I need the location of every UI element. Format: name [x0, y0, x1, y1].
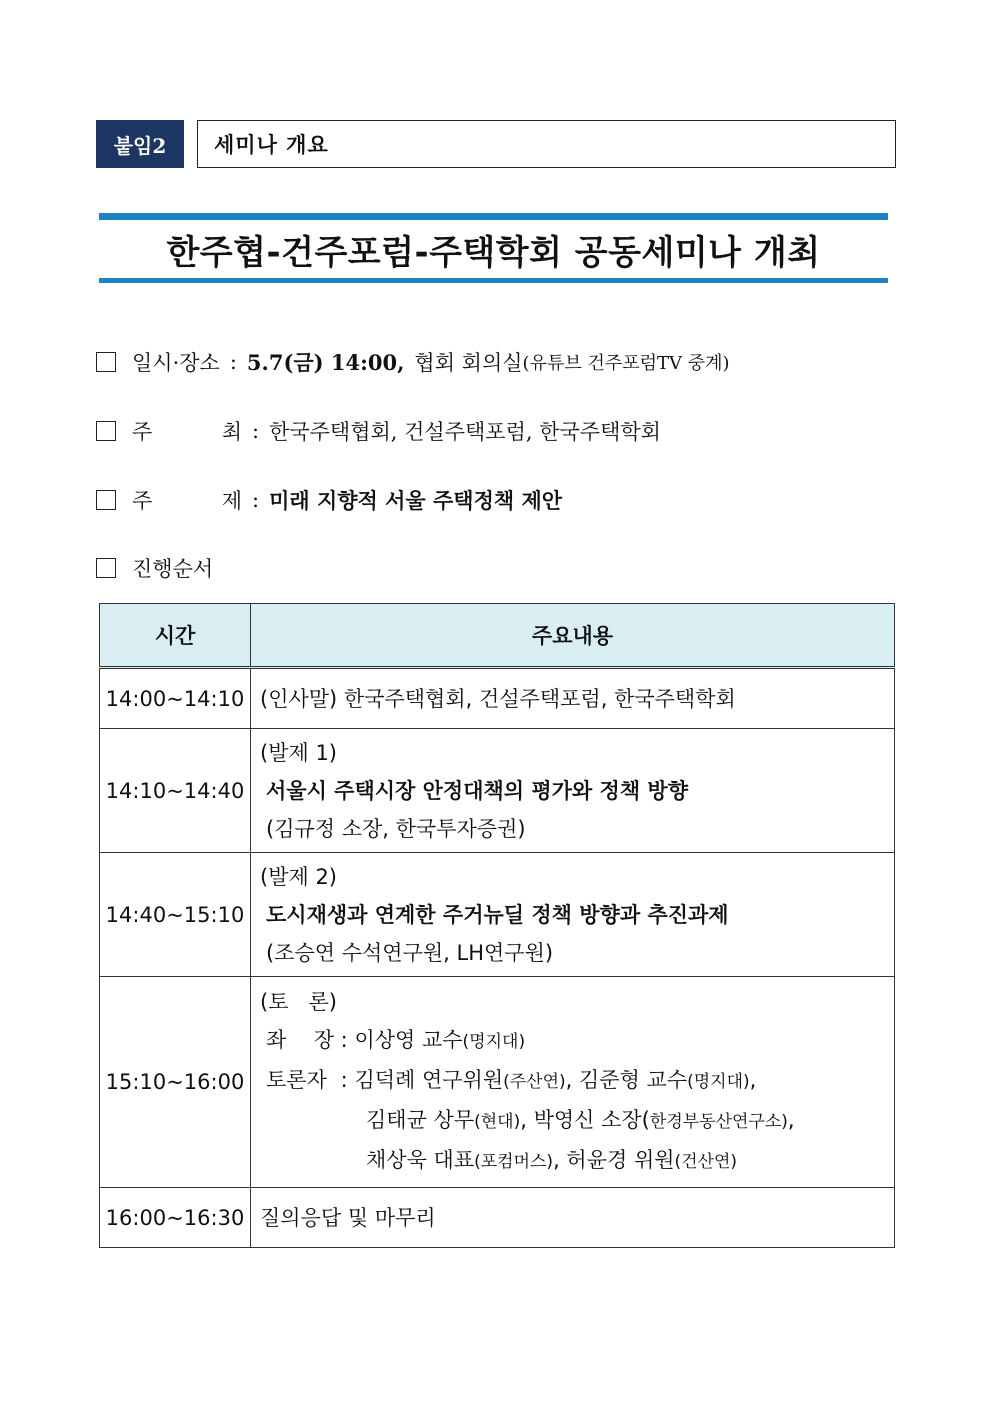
table-row [100, 729, 895, 853]
colon: : [229, 350, 237, 374]
title-rule-top [99, 213, 888, 220]
presentation-tag: (발제 1) [260, 740, 337, 765]
row-content: (인사말) 한국주택협회, 건설주택포럼, 한국주택학회 [251, 668, 895, 729]
discussion-tag: (토 론) [260, 990, 337, 1014]
colon: : [252, 488, 260, 512]
presenter: (김규정 소장, 한국투자증권) [266, 816, 526, 841]
agenda-label: 진행순서 [132, 557, 214, 581]
checkbox-icon [96, 558, 116, 578]
table-row [100, 1188, 895, 1248]
colon: : [252, 419, 260, 443]
attachment-title: 세미나 개요 [197, 120, 896, 168]
info-agenda-row [96, 553, 213, 583]
row-content [251, 977, 895, 1188]
header-time: 시간 [100, 604, 251, 668]
checkbox-icon [96, 352, 116, 372]
panel-line: 김태균 상무(현대), 박영신 소장(한경부동산연구소), [366, 1108, 795, 1132]
datetime-label: 일시·장소 [132, 351, 220, 375]
table-header-row [100, 604, 895, 668]
datetime-note: (유튜브 건주포럼TV 중계) [522, 353, 730, 374]
row-content [251, 853, 895, 977]
presentation-tag: (발제 2) [260, 864, 337, 889]
row-time: 14:10~14:40 [100, 729, 251, 853]
row-content [251, 729, 895, 853]
host-label: 주 최 [132, 420, 242, 444]
datetime-place: 협회 회의실 [414, 351, 523, 375]
theme-label: 주 제 [132, 489, 242, 513]
row-time: 15:10~16:00 [100, 977, 251, 1188]
page-title: 한주협-건주포럼-주택학회 공동세미나 개최 [166, 232, 821, 273]
panel-line: 채상욱 대표(포컴머스), 허윤경 위원(건산연) [366, 1148, 738, 1172]
attachment-label: 붙임2 [96, 120, 184, 168]
theme-value: 미래 지향적 서울 주택정책 제안 [269, 488, 563, 513]
info-host-row [96, 416, 661, 446]
header-content: 주요내용 [251, 604, 895, 668]
table-row [100, 853, 895, 977]
presenter: (조승연 수석연구원, LH연구원) [266, 940, 554, 965]
host-value: 한국주택협회, 건설주택포럼, 한국주택학회 [269, 420, 661, 444]
table-row [100, 977, 895, 1188]
row-content: 질의응답 및 마무리 [251, 1188, 895, 1248]
row-time: 14:00~14:10 [100, 668, 251, 729]
table-row [100, 668, 895, 729]
presentation-title: 서울시 주택시장 안정대책의 평가와 정책 방향 [266, 778, 688, 803]
row-time: 16:00~16:30 [100, 1188, 251, 1248]
checkbox-icon [96, 490, 116, 510]
info-datetime-row [96, 347, 730, 377]
chair-line: 좌 장 : 이상영 교수(명지대) [266, 1028, 526, 1052]
info-theme-row [96, 485, 562, 515]
datetime-value: 5.7(금) 14:00, [246, 350, 405, 375]
checkbox-icon [96, 421, 116, 441]
presentation-title: 도시재생과 연계한 주거뉴딜 정책 방향과 추진과제 [266, 902, 729, 927]
panel-line: 토론자 : 김덕례 연구위원(주산연), 김준형 교수(명지대), [266, 1068, 757, 1092]
schedule-table [99, 603, 895, 1248]
title-rule-bottom [99, 278, 888, 283]
row-time: 14:40~15:10 [100, 853, 251, 977]
